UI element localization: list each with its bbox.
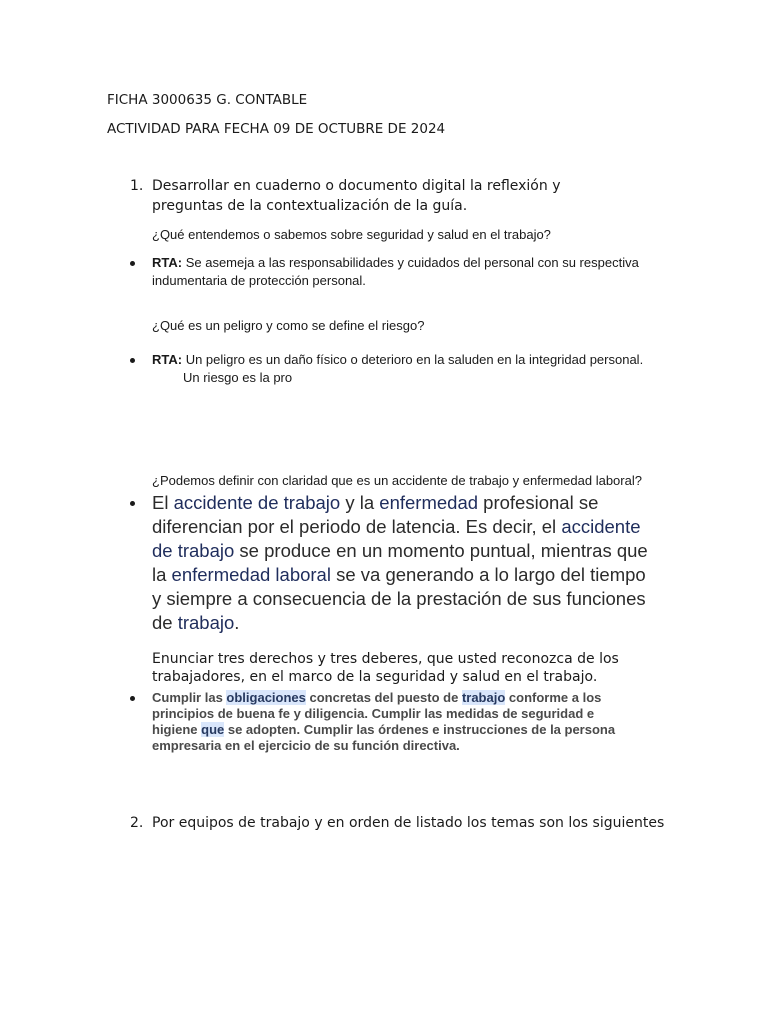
answer-3: El accidente de trabajo y la enfermedad profesional se diferencian por el periodo de latencia. Es decir, el accidente de trabajo se produce en un momento puntual, mientras que la enfermedad laboral se va generando a lo largo del tiempo y siempre a consecuencia de la prestación de sus funciones de trabajo. xyxy=(152,492,648,633)
question-3: ¿Podemos definir con claridad que es un accidente de trabajo y enfermedad laboral? xyxy=(152,473,642,488)
answer-4: Cumplir las obligaciones concretas del puesto de trabajo conforme a los principios de buena fe y diligencia. Cumplir las medidas de seguridad e higiene que se adopten. Cumplir las órdenes e instrucciones de la persona empresaria en el ejercicio de su función directiva. xyxy=(152,690,616,753)
question-1: ¿Qué entendemos o sabemos sobre seguridad y salud en el trabajo? xyxy=(152,227,551,242)
question-2: ¿Qué es un peligro y como se define el riesgo? xyxy=(152,318,425,333)
highlight-obligaciones: obligaciones xyxy=(226,690,306,705)
highlight-trabajo: trabajo xyxy=(461,690,506,705)
document-header-ficha: FICHA 3000635 G. CONTABLE xyxy=(107,92,308,108)
bullet-icon xyxy=(130,261,135,266)
bullet-icon xyxy=(130,696,135,701)
rta-label: RTA: xyxy=(152,352,183,367)
link-trabajo[interactable]: trabajo xyxy=(177,612,235,633)
question-4-line1: Enunciar tres derechos y tres deberes, que usted reconozca de los xyxy=(152,651,619,667)
answer-2-line1: Un peligro es un daño físico o deterioro en la saluden en la integridad personal. xyxy=(182,352,644,367)
link-enfermedad[interactable]: enfermedad xyxy=(379,492,479,513)
bullet-icon xyxy=(130,501,135,506)
highlight-que: que xyxy=(201,722,225,737)
question-4 xyxy=(152,650,619,686)
list-number-1: 1. xyxy=(130,178,144,194)
answer-1-line1: Se asemeja a las responsabilidades y cuidados del personal con su respectiva xyxy=(182,255,639,270)
list-item-1-line2: preguntas de la contextualización de la guía. xyxy=(152,198,468,214)
question-4-line2: trabajadores, en el marco de la seguridad y salud en el trabajo. xyxy=(152,669,598,685)
link-de-trabajo[interactable]: de trabajo xyxy=(152,540,235,561)
link-enfermedad-laboral[interactable]: enfermedad laboral xyxy=(171,564,331,585)
link-accidente[interactable]: accidente xyxy=(561,516,641,537)
answer-2-line2: Un riesgo es la pro xyxy=(183,370,293,385)
list-number-2: 2. xyxy=(130,815,144,831)
bullet-icon xyxy=(130,358,135,363)
link-accidente-de-trabajo[interactable]: accidente de trabajo xyxy=(173,492,341,513)
answer-1 xyxy=(152,254,672,290)
list-item-1-line1: Desarrollar en cuaderno o documento digital la reflexión y xyxy=(152,178,561,194)
list-item-1 xyxy=(152,176,560,216)
list-item-2: Por equipos de trabajo y en orden de listado los temas son los siguientes xyxy=(152,815,665,831)
answer-1-line2: indumentaria de protección personal. xyxy=(152,273,366,288)
document-header-activity: ACTIVIDAD PARA FECHA 09 DE OCTUBRE DE 2024 xyxy=(107,121,446,137)
rta-label: RTA: xyxy=(152,255,183,270)
answer-2 xyxy=(152,351,692,387)
